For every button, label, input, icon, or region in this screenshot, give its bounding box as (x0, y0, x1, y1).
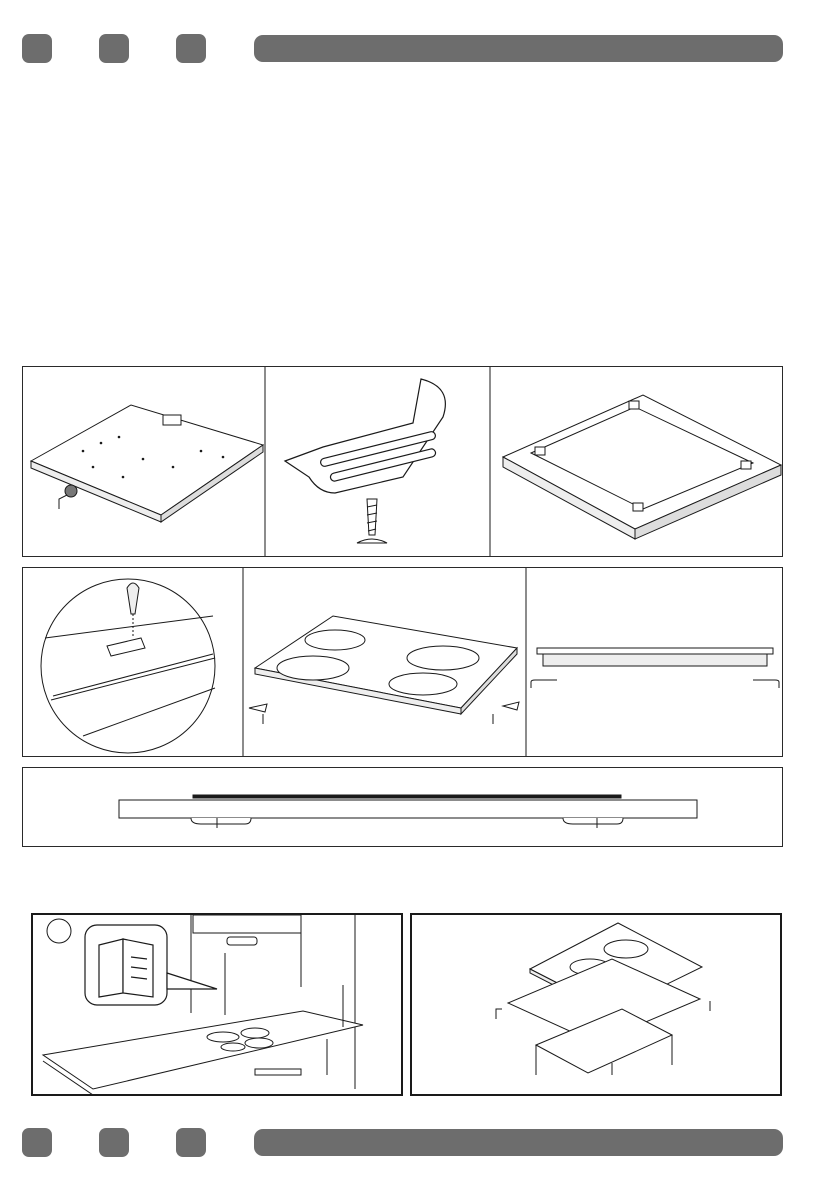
cutout-installation-figure (410, 913, 782, 1096)
fixing-bracket-icon (285, 379, 445, 493)
hob-side-view-icon (531, 648, 779, 688)
range-hood-icon (193, 915, 301, 933)
hob-on-worktop-icon (503, 395, 781, 539)
hob-with-clips-icon (249, 616, 519, 724)
header-title-bar (254, 35, 783, 62)
figure-row-3 (22, 767, 783, 847)
kitchen-installation-figure (31, 913, 403, 1096)
cutout-installation-icon (496, 923, 710, 1075)
figure-row-2 (22, 567, 783, 757)
bracket-insertion-icon (41, 579, 215, 753)
screw-icon (357, 499, 387, 543)
header-tab-3 (176, 34, 206, 63)
footer-tab-3 (176, 1128, 206, 1157)
header-tab-2 (99, 34, 129, 63)
footer-tab-2 (99, 1128, 129, 1157)
footer-title-bar (254, 1129, 783, 1156)
header-tab-1 (22, 34, 52, 63)
hob-underside-icon (31, 405, 263, 522)
figure-row-1 (22, 366, 783, 557)
worktop-section-icon (119, 795, 697, 828)
footer-tab-1 (22, 1128, 52, 1157)
manual-booklet-icon (85, 925, 217, 1005)
